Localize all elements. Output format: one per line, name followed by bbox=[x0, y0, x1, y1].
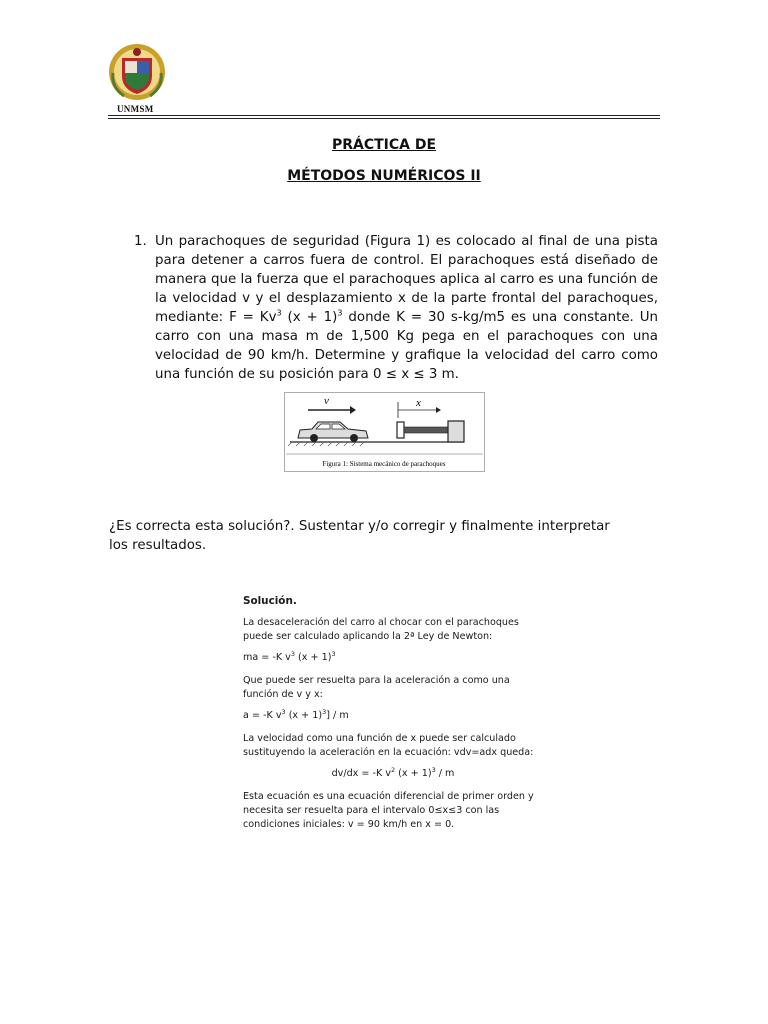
figure-caption: Figura 1: Sistema mecánico de parachoques bbox=[322, 460, 446, 468]
university-seal-logo bbox=[108, 43, 166, 101]
velocity-label: v bbox=[324, 395, 329, 407]
problem-number: 1. bbox=[134, 234, 147, 249]
solution-title: Solución. bbox=[243, 595, 297, 607]
solution-paragraph: La velocidad como una función de x puede ser calculado sustituyendo la aceleración en la ecuación: vdv=adx queda: bbox=[243, 733, 534, 758]
equation-differential: dv/dx = -K $v^2$ $(x + 1)^3 / m$ bbox=[331, 765, 455, 779]
bumper-system-figure bbox=[284, 392, 485, 472]
question-text: ¿Es correcta esta solución?. Sustentar y/o corregir y finalmente interpretar los resultados. bbox=[109, 519, 610, 553]
logo-caption: UNMSM bbox=[117, 104, 154, 114]
equation-newton: ma = -K $v^3$ $(x + 1)^3$ bbox=[243, 649, 336, 663]
solution-block bbox=[243, 594, 543, 839]
solution-paragraph: La desaceleración del carro al chocar con el parachoques puede ser calculado aplicando la 2ª Ley de Newton: bbox=[243, 617, 519, 642]
header-rule bbox=[108, 118, 660, 119]
displacement-label: x bbox=[416, 397, 421, 409]
problem-statement: Un parachoques de seguridad (Figura 1) es colocado al final de una pista para detener a carros fuera de control. El parachoques está diseñado de manera que la fuerza que el parachoques aplica al carro es una función de la velocidad v y el desplazamiento x de la parte frontal del parachoques, mediante: $F = Kv^3$ $(x + 1)^3$ donde K = 30 s-kg/m5 es una constante. Un carro con una masa m de 1,500 Kg pega en el parachoques con una velocidad de 90 km/h. Determine y grafique la velocidad del carro como una función de su posición para 0 ≤ x ≤ 3 m. bbox=[155, 234, 658, 382]
page-subtitle: MÉTODOS NUMÉRICOS II bbox=[287, 168, 481, 184]
header-rule bbox=[108, 115, 660, 116]
solution-paragraph: Esta ecuación es una ecuación diferencial de primer orden y necesita ser resuelta para el intervalo 0≤x≤3 con las condiciones iniciales: v = 90 km/h en x = 0. bbox=[243, 791, 534, 830]
solution-paragraph: Que puede ser resuelta para la aceleración a como una función de v y x: bbox=[243, 675, 510, 700]
page-title: PRÁCTICA DE bbox=[331, 137, 437, 153]
equation-acceleration: a = -K $v^3$ $(x + 1)^3] / m$ bbox=[243, 707, 349, 721]
